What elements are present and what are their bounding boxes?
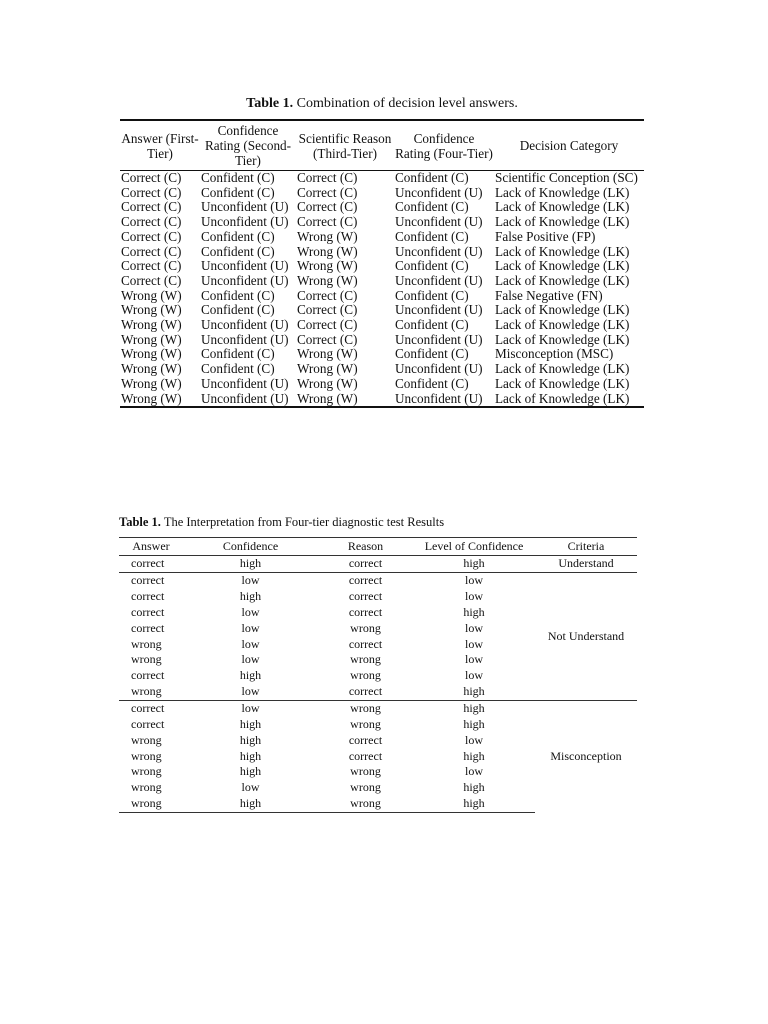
table1-cell: Unconfident (U) [395, 390, 483, 406]
table2-cell: wrong [119, 796, 183, 812]
table1-cell: Confident (C) [201, 302, 275, 318]
table1-cell: Wrong (W) [297, 258, 358, 274]
table2-cell: high [413, 556, 535, 573]
interpretation-table [119, 537, 637, 813]
table2-cell: correct [131, 716, 165, 731]
table1-cell: Wrong (W) [297, 375, 358, 391]
table2-cell: low [465, 589, 483, 604]
table2-cell: low [241, 652, 260, 667]
table2-cell: wrong [350, 652, 381, 667]
table1-cell: Confident (C) [395, 375, 469, 391]
table1-cell: Confident (C) [201, 361, 275, 377]
table2-cell: high [463, 716, 485, 731]
table1-cell: Unconfident (U) [201, 258, 289, 274]
table2-header-confidence: Confidence [222, 539, 279, 553]
table2-cell: high [413, 684, 535, 700]
table2-cell: wrong [350, 780, 381, 795]
table2-header-criteria: Criteria [567, 539, 605, 553]
table2-cell: correct [131, 604, 165, 619]
table1-cell: Unconfident (U) [201, 375, 289, 391]
table1-cell: Confident (C) [201, 170, 275, 185]
table1-row [120, 274, 644, 289]
table2-cell: wrong [131, 652, 162, 667]
table1-cell: Scientific Conception (SC) [495, 170, 638, 185]
table1-cell: Wrong (W) [121, 331, 182, 347]
table1-cell: Wrong (W) [297, 361, 358, 377]
table1-cell: Unconfident (U) [395, 243, 483, 259]
table1-cell: Confident (C) [395, 287, 469, 303]
table1-row [120, 318, 644, 333]
table1-cell: Lack of Knowledge (LK) [495, 214, 630, 230]
table1-row [120, 171, 644, 186]
table2-cell: low [465, 620, 483, 635]
table2-cell: correct [348, 636, 383, 651]
table1-header-confidence-four: Confidence Rating (Four-Tier) [395, 130, 493, 161]
table1-caption-text: Combination of decision level answers. [293, 96, 518, 111]
table1-cell: Wrong (W) [121, 287, 182, 303]
table2-cell: correct [348, 589, 383, 604]
table2-cell: correct [318, 556, 413, 573]
table1-cell: Wrong (W) [297, 272, 358, 288]
table1-cell: Confident (C) [395, 228, 469, 244]
table1-cell: Wrong (W) [121, 390, 182, 406]
table2-cell: low [465, 573, 483, 588]
table1-cell: Lack of Knowledge (LK) [495, 199, 630, 215]
table2-cell: low [465, 668, 483, 683]
table1-cell: Lack of Knowledge (LK) [495, 243, 630, 259]
table2-header-level-of-confidence: Level of Confidence [424, 539, 524, 553]
table2-cell: wrong [131, 764, 162, 779]
criteria-misconception: Misconception [550, 748, 622, 763]
table1-header-confidence-second: Confidence Rating (Second-Tier) [204, 123, 292, 168]
table2-cell: correct [131, 701, 165, 716]
table1-header-scientific-reason: Scientific Reason (Third-Tier) [298, 130, 392, 161]
table1-cell: Wrong (W) [121, 302, 182, 318]
table1-cell: Correct (C) [297, 287, 358, 303]
table1-row [120, 362, 644, 377]
table1-cell: Misconception (MSC) [495, 346, 614, 362]
table2-cell: low [241, 701, 260, 716]
table1-row [120, 245, 644, 260]
table1-header-row [120, 120, 644, 171]
table1-cell: Correct (C) [297, 331, 358, 347]
table2-cell: high [239, 716, 262, 731]
table2-cell: low [241, 620, 260, 635]
table1-row [120, 392, 644, 408]
table1-cell: Correct (C) [121, 258, 182, 274]
table1-cell: Lack of Knowledge (LK) [495, 258, 630, 274]
table1-header-decision-category: Decision Category [519, 138, 619, 153]
table1-row [120, 303, 644, 318]
table2-row [119, 556, 637, 573]
table1-cell: Correct (C) [121, 199, 182, 215]
table1-row [120, 200, 644, 215]
criteria-not-understand: Not Understand [535, 572, 637, 700]
decision-level-table [120, 119, 644, 408]
table2-row [119, 572, 637, 588]
table1-cell: Correct (C) [121, 243, 182, 259]
table2-cell: correct [131, 620, 165, 635]
table2-cell: correct [348, 748, 383, 763]
table1-cell: Wrong (W) [297, 243, 358, 259]
table1-cell: Correct (C) [121, 272, 182, 288]
table1-caption [120, 96, 644, 112]
table1-cell: Confident (C) [395, 258, 469, 274]
table2-cell: wrong [350, 668, 381, 683]
table2-cell: low [465, 636, 483, 651]
table2-cell: low [241, 573, 260, 588]
table1-cell: False Negative (FN) [495, 287, 603, 303]
table1-cell: Wrong (W) [121, 346, 182, 362]
table2-cell: correct [119, 556, 183, 573]
table1-cell: Lack of Knowledge (LK) [495, 317, 630, 333]
table1-cell: Lack of Knowledge (LK) [495, 361, 630, 377]
table2-cell: high [183, 556, 318, 573]
table1-cell: Unconfident (U) [395, 302, 483, 318]
table2-cell: high [463, 748, 485, 763]
table1-cell: Unconfident (U) [395, 214, 483, 230]
table1-cell: Correct (C) [121, 184, 182, 200]
table2-cell: correct [318, 684, 413, 700]
table2-cell: wrong [350, 764, 381, 779]
table1-cell: Wrong (W) [297, 228, 358, 244]
table1-cell: Unconfident (U) [395, 331, 483, 347]
table2-row [119, 700, 637, 716]
table1-row [120, 377, 644, 392]
table1-cell: Lack of Knowledge (LK) [495, 390, 630, 406]
table2-cell: wrong [131, 780, 162, 795]
table2-cell: high [413, 796, 535, 812]
table2-cell: correct [348, 573, 383, 588]
table1-cell: Lack of Knowledge (LK) [495, 302, 630, 318]
table1-cell: Lack of Knowledge (LK) [495, 184, 630, 200]
table2-cell: high [239, 732, 262, 747]
table1-row [120, 186, 644, 201]
table1-cell: Wrong (W) [121, 375, 182, 391]
table2-cell: high [463, 604, 485, 619]
table1-row [120, 259, 644, 274]
table2-cell: correct [131, 668, 165, 683]
table1-row [120, 333, 644, 348]
table1-row [120, 289, 644, 304]
table2-cell: high [463, 701, 485, 716]
table2-cell: high [239, 748, 262, 763]
table2-cell: wrong [350, 620, 381, 635]
table2-cell: low [183, 684, 318, 700]
table2-cell: correct [131, 573, 165, 588]
table1-cell: Confident (C) [201, 287, 275, 303]
table2-header-row [119, 538, 637, 556]
table1-cell: Wrong (W) [297, 390, 358, 406]
table1-cell: Wrong (W) [297, 346, 358, 362]
table2-caption-label: Table 1. [119, 515, 161, 529]
table1-cell: Correct (C) [297, 170, 358, 185]
table2-cell: low [465, 764, 483, 779]
table1-cell: Unconfident (U) [395, 184, 483, 200]
table1-header-answer: Answer (First-Tier) [121, 130, 199, 161]
table2-cell: correct [131, 589, 165, 604]
table1-cell: Unconfident (U) [201, 214, 289, 230]
table1-cell: Unconfident (U) [201, 272, 289, 288]
table1-cell: Wrong (W) [121, 317, 182, 333]
table1-cell: Lack of Knowledge (LK) [495, 375, 630, 391]
table1-cell: Correct (C) [297, 184, 358, 200]
table1-cell: Unconfident (U) [201, 199, 289, 215]
table2-header-answer: Answer [132, 539, 170, 553]
table1-row [120, 347, 644, 362]
table2-cell: wrong [318, 796, 413, 812]
table2-cell: low [241, 604, 260, 619]
table1-cell: Confident (C) [201, 228, 275, 244]
table2-cell: wrong [131, 636, 162, 651]
table2-cell: high [463, 780, 485, 795]
table2-cell: correct [348, 732, 383, 747]
table1-cell: Confident (C) [201, 184, 275, 200]
table2-cell: wrong [350, 716, 381, 731]
table2-cell: wrong [119, 684, 183, 700]
table1-body [120, 171, 644, 408]
table2-cell: high [239, 668, 262, 683]
table1-cell: Confident (C) [395, 317, 469, 333]
table2-cell: correct [348, 604, 383, 619]
table1-cell: Confident (C) [395, 170, 469, 185]
table2-cell: high [239, 764, 262, 779]
table1-cell: Correct (C) [297, 317, 358, 333]
table1-cell: Wrong (W) [121, 361, 182, 377]
table1-cell: Unconfident (U) [201, 317, 289, 333]
table2-cell: low [241, 636, 260, 651]
table2-caption [119, 515, 444, 530]
table1-row [120, 230, 644, 245]
table2-cell: low [465, 732, 483, 747]
table1-cell: Confident (C) [201, 346, 275, 362]
table2-cell: high [183, 796, 318, 812]
table2-body [119, 556, 637, 813]
table1-cell: Correct (C) [121, 170, 182, 185]
table1-cell: False Positive (FP) [495, 228, 596, 244]
table1-cell: Correct (C) [297, 199, 358, 215]
table2-header-reason: Reason [347, 539, 384, 553]
table1-cell: Confident (C) [395, 346, 469, 362]
table2-cell: wrong [350, 701, 381, 716]
table1-caption-label: Table 1. [246, 96, 294, 111]
table2-cell: wrong [131, 748, 162, 763]
table1-cell: Unconfident (U) [395, 272, 483, 288]
table1-cell: Correct (C) [297, 214, 358, 230]
table1-cell: Lack of Knowledge (LK) [495, 272, 630, 288]
criteria-understand: Understand [535, 556, 637, 573]
table2-cell: high [239, 589, 262, 604]
table1-cell: Unconfident (U) [201, 390, 289, 406]
table1-cell: Lack of Knowledge (LK) [495, 331, 630, 347]
table2-caption-text: The Interpretation from Four-tier diagnostic test Results [160, 515, 445, 529]
table1-cell: Correct (C) [121, 214, 182, 230]
table1-cell: Unconfident (U) [395, 361, 483, 377]
table1-cell: Confident (C) [201, 243, 275, 259]
table1-cell: Correct (C) [297, 302, 358, 318]
table2-cell: wrong [131, 732, 162, 747]
table1-row [120, 215, 644, 230]
table2-cell: low [465, 652, 483, 667]
table1-cell: Unconfident (U) [201, 331, 289, 347]
table1-cell: Confident (C) [395, 199, 469, 215]
table2-cell: low [241, 780, 260, 795]
table1-cell: Correct (C) [121, 228, 182, 244]
